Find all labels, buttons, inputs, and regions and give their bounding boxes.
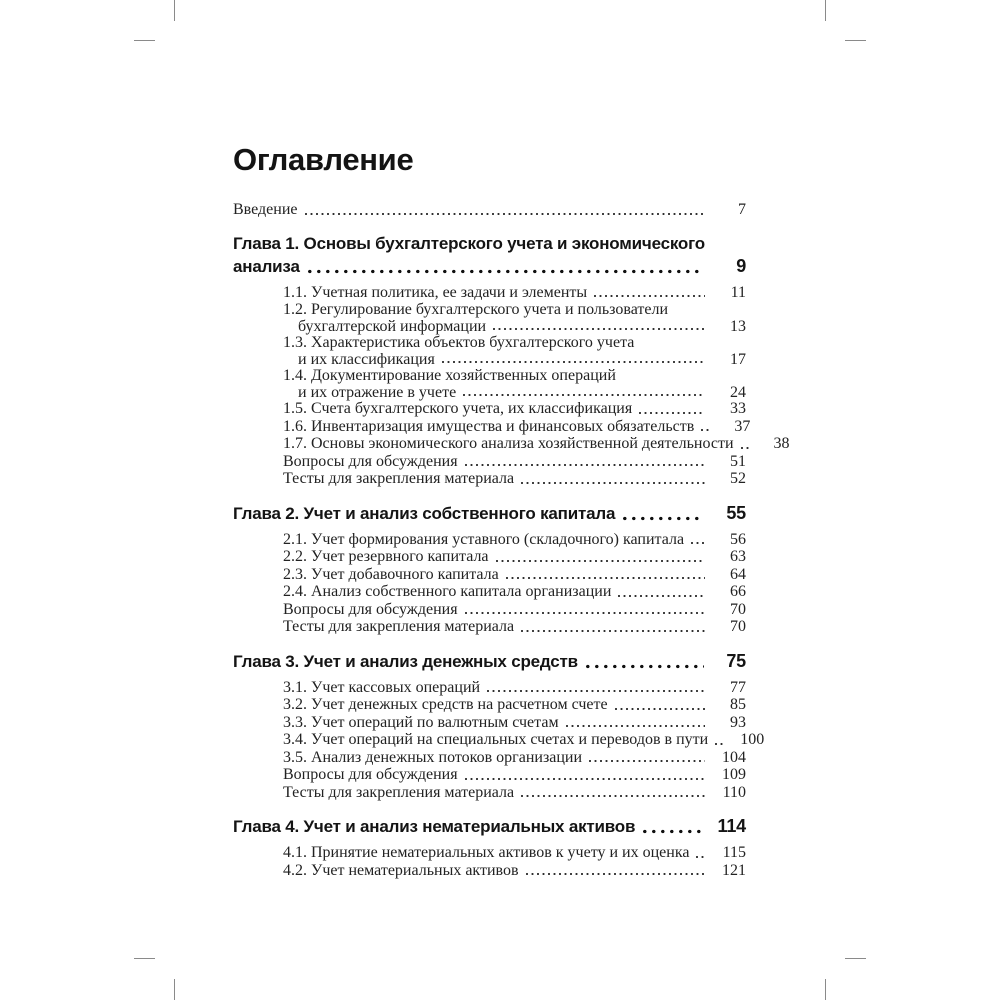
entry-text: и их отражение в учете (298, 383, 457, 401)
toc-line (233, 531, 746, 549)
entry-text: Тесты для закрепления материала (283, 470, 515, 487)
dot-leader (643, 829, 704, 834)
page-number: 114 (717, 816, 746, 836)
toc-entry-item (233, 435, 790, 453)
toc-entry-item (233, 679, 746, 697)
page-number: 13 (730, 317, 746, 335)
entry-text: 2.1. Учет формирования уставного (складочного) капитала (283, 530, 685, 548)
dot-leader (487, 689, 705, 693)
page-number: 66 (730, 583, 746, 600)
toc-line (233, 679, 746, 697)
entry-text: 1.5. Счета бухгалтерского учета, их классификация (283, 400, 633, 417)
toc-line (233, 400, 746, 418)
crop-mark-top-right-vertical (825, 0, 826, 21)
toc-line (233, 862, 746, 880)
entry-text: 2.2. Учет резервного капитала (283, 548, 489, 565)
dot-leader (493, 327, 705, 331)
toc-line (233, 255, 746, 278)
toc-entry-item (233, 548, 746, 566)
dot-leader (696, 855, 705, 859)
toc-entries (233, 201, 790, 879)
entry-text: анализа (233, 256, 300, 276)
crop-mark-bottom-right-horizontal (845, 958, 866, 959)
toc-entry-top (233, 201, 746, 219)
toc-line (233, 233, 746, 255)
page-number: 109 (722, 766, 746, 783)
toc-line (233, 844, 746, 862)
toc-entry-chapter (233, 650, 746, 673)
toc-entry-item (233, 784, 746, 802)
page-number: 33 (730, 400, 746, 417)
toc-entry-item (233, 601, 746, 619)
toc-entry-item (233, 400, 746, 418)
toc-entry-item (233, 714, 746, 732)
entry-text: 3.4. Учет операций на специальных счетах и переводов в пути (283, 731, 709, 748)
crop-mark-top-left-horizontal (134, 40, 155, 41)
toc-line (233, 301, 746, 319)
toc-line (233, 334, 746, 352)
entry-text: 3.5. Анализ денежных потоков организации (283, 748, 583, 766)
page-number: 7 (738, 201, 746, 218)
entry-text: 1.7. Основы экономического анализа хозяйственной деятельности (283, 435, 734, 452)
toc-line (233, 566, 746, 584)
page-number: 85 (730, 696, 746, 713)
entry-text: Тесты для закрепления материала (283, 618, 515, 635)
entry-text: Вопросы для обсуждения (283, 452, 458, 470)
toc-line (233, 749, 746, 767)
dot-leader (566, 724, 705, 728)
entry-text: Глава 1. Основы бухгалтерского учета и экономического (233, 233, 705, 253)
page-number: 37 (734, 417, 751, 435)
toc-entry-item (233, 301, 746, 334)
entry-text: 1.3. Характеристика объектов бухгалтерского учета (283, 334, 635, 351)
page-number: 70 (730, 600, 746, 618)
dot-leader (465, 463, 705, 467)
dot-leader (463, 393, 705, 397)
dot-leader (442, 360, 705, 364)
toc-entry-item (233, 566, 746, 584)
entry-text: 4.2. Учет нематериальных активов (283, 861, 519, 879)
toc-line (233, 352, 746, 368)
toc-line (233, 731, 765, 749)
page-number: 77 (730, 678, 746, 696)
page-number: 64 (730, 565, 746, 583)
toc-entry-chapter (233, 233, 746, 278)
toc-line (233, 417, 751, 436)
page-number: 75 (726, 650, 746, 671)
page-number: 55 (726, 502, 746, 523)
dot-leader (615, 707, 705, 711)
entry-text: 1.4. Документирование хозяйственных операций (283, 367, 616, 384)
entry-text: бухгалтерской информации (298, 317, 487, 335)
dot-leader (639, 411, 705, 415)
dot-leader (618, 594, 705, 598)
page-number: 63 (730, 548, 746, 565)
dot-leader (586, 664, 704, 669)
dot-leader (623, 516, 704, 521)
toc-line (233, 470, 746, 488)
page-number: 24 (730, 383, 746, 401)
entry-text: Глава 4. Учет и анализ нематериальных активов (233, 817, 636, 836)
table-of-contents (233, 142, 790, 879)
entry-text: и их классификация (298, 350, 435, 368)
toc-entry-chapter (233, 502, 746, 525)
toc-entry-item (233, 696, 746, 714)
page-number: 17 (730, 350, 746, 368)
toc-entry-item (233, 766, 746, 784)
page-title: Оглавление (233, 142, 414, 177)
entry-text: Тесты для закрепления материала (283, 783, 515, 801)
toc-line (233, 696, 746, 714)
crop-mark-top-right-horizontal (845, 40, 866, 41)
toc-entry-item (233, 749, 746, 767)
entry-text: Вопросы для обсуждения (283, 766, 458, 783)
toc-entry-item (233, 531, 746, 549)
toc-entry-item (233, 862, 746, 880)
dot-leader (465, 777, 705, 781)
toc-line (233, 618, 746, 636)
page-number: 11 (730, 283, 746, 301)
dot-leader (521, 629, 705, 633)
toc-entry-item (233, 453, 746, 471)
toc-line (233, 502, 746, 525)
page-number: 56 (730, 530, 746, 548)
entry-text: Глава 3. Учет и анализ денежных средств (233, 651, 578, 671)
entry-text: 2.4. Анализ собственного капитала организации (283, 583, 612, 600)
dot-leader (594, 294, 705, 298)
dot-leader (741, 446, 749, 450)
toc-line (233, 284, 746, 302)
page-number: 38 (773, 435, 790, 452)
entry-text: 3.3. Учет операций по валютным счетам (283, 713, 559, 731)
toc-line (233, 583, 746, 601)
page-number: 110 (722, 783, 746, 801)
dot-leader (701, 428, 709, 432)
crop-mark-bottom-left-horizontal (134, 958, 155, 959)
toc-entry-item (233, 618, 746, 636)
dot-leader (589, 759, 705, 763)
crop-mark-bottom-right-vertical (825, 979, 826, 1000)
page-number: 51 (730, 452, 746, 470)
toc-line (233, 784, 746, 802)
toc-line (233, 601, 746, 619)
entry-text: Вопросы для обсуждения (283, 600, 458, 618)
entry-text: 1.2. Регулирование бухгалтерского учета и пользователи (283, 301, 669, 318)
entry-text: 3.1. Учет кассовых операций (283, 678, 481, 696)
entry-text: 2.3. Учет добавочного капитала (283, 565, 499, 583)
toc-line (233, 815, 746, 838)
toc-line (233, 385, 746, 401)
entry-text: 4.1. Принятие нематериальных активов к учету и их оценка (283, 844, 690, 861)
toc-entry-item (233, 731, 765, 749)
entry-text: 1.6. Инвентаризация имущества и финансовых обязательств (283, 417, 695, 435)
dot-leader (715, 742, 723, 746)
entry-text: 3.2. Учет денежных средств на расчетном счете (283, 696, 608, 713)
dot-leader (521, 794, 705, 798)
toc-entry-item (233, 284, 746, 302)
entry-text: 1.1. Учетная политика, ее задачи и элементы (283, 283, 588, 301)
toc-entry-item (233, 583, 746, 601)
page-number: 115 (722, 844, 746, 861)
toc-line (233, 548, 746, 566)
toc-line (233, 435, 790, 453)
toc-entry-item (233, 417, 751, 436)
dot-leader (308, 269, 704, 274)
page-number: 121 (722, 861, 746, 879)
page-number: 93 (730, 713, 746, 731)
dot-leader (496, 559, 705, 563)
toc-entry-item (233, 367, 746, 400)
dot-leader (691, 541, 705, 545)
page-number: 70 (730, 618, 746, 635)
toc-entry-item (233, 334, 746, 367)
toc-entry-item (233, 844, 746, 862)
toc-entry-chapter (233, 815, 746, 838)
dot-leader (506, 576, 705, 580)
toc-line (233, 650, 746, 673)
toc-line (233, 714, 746, 732)
toc-line (233, 367, 746, 385)
page-number: 104 (722, 748, 746, 766)
page-number: 52 (730, 470, 746, 487)
toc-line (233, 319, 746, 335)
dot-leader (465, 611, 705, 615)
page-number: 9 (736, 255, 746, 276)
dot-leader (526, 872, 705, 876)
dot-leader (305, 212, 706, 216)
entry-text: Глава 2. Учет и анализ собственного капитала (233, 503, 616, 523)
entry-text: Введение (233, 201, 298, 218)
toc-line (233, 453, 746, 471)
crop-mark-top-left-vertical (174, 0, 175, 21)
toc-entry-item (233, 470, 746, 488)
page-number: 100 (740, 731, 765, 748)
crop-mark-bottom-left-vertical (174, 979, 175, 1000)
toc-line (233, 766, 746, 784)
toc-line (233, 201, 746, 219)
dot-leader (521, 481, 705, 485)
